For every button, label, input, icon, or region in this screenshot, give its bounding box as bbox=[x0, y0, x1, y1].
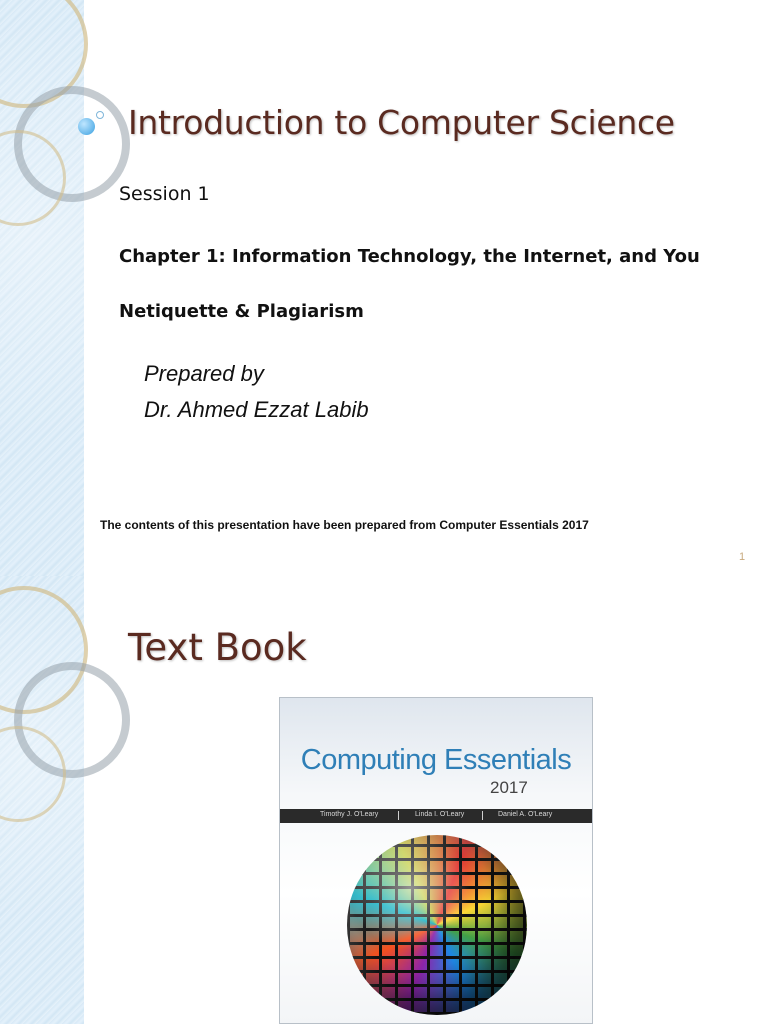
source-note: The contents of this presentation have been prepared from Computer Essentials 2017 bbox=[100, 518, 589, 532]
cover-author: Daniel A. O'Leary bbox=[498, 811, 553, 818]
decorative-dot-icon bbox=[78, 118, 95, 135]
slide-title: Text Book bbox=[128, 626, 307, 669]
cover-title: Computing Essentials bbox=[300, 744, 572, 776]
topic-heading: Netiquette & Plagiarism bbox=[119, 301, 364, 322]
chapter-heading: Chapter 1: Information Technology, the Internet, and You bbox=[119, 246, 700, 267]
author-separator bbox=[398, 811, 399, 820]
prepared-by-label: Prepared by bbox=[144, 361, 264, 386]
page-number: 1 bbox=[739, 551, 746, 563]
author-separator bbox=[482, 811, 483, 820]
globe-shading bbox=[347, 835, 527, 1015]
globe-of-screens-image bbox=[347, 835, 527, 1015]
session-label: Session 1 bbox=[119, 183, 210, 205]
textbook-cover-image bbox=[279, 697, 593, 1024]
cover-author: Linda I. O'Leary bbox=[415, 811, 465, 818]
decorative-dot-icon bbox=[96, 111, 104, 119]
slide-title: Introduction to Computer Science bbox=[128, 103, 675, 142]
author-name: Dr. Ahmed Ezzat Labib bbox=[144, 397, 369, 422]
cover-author: Timothy J. O'Leary bbox=[320, 811, 379, 818]
cover-year: 2017 bbox=[490, 778, 528, 797]
